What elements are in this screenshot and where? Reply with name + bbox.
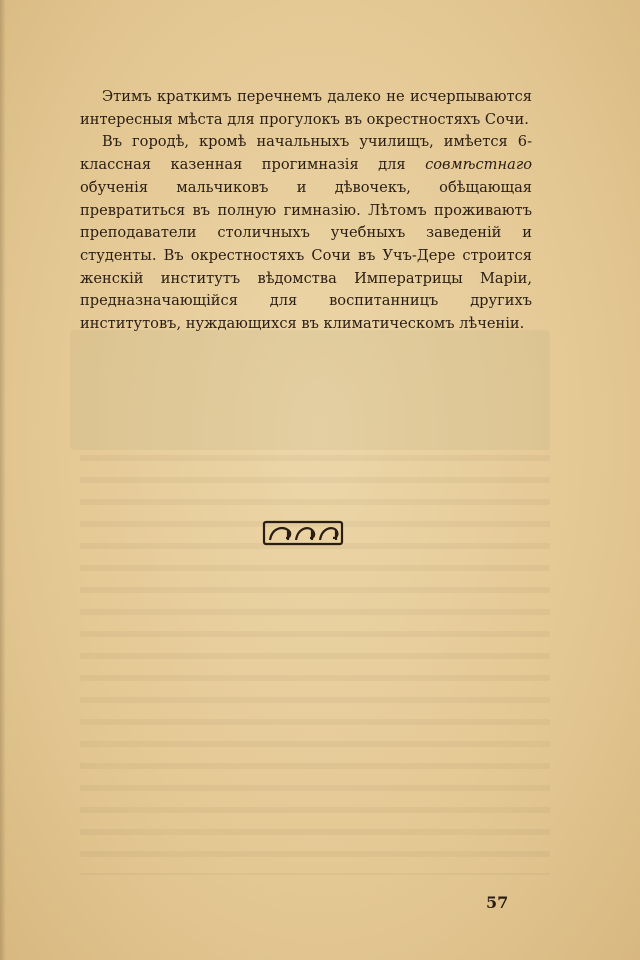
main-text [80,86,532,336]
bleed-through-text [80,455,550,875]
paragraph-2-italic-word: совмѣстнаго [425,156,532,174]
page-number: 57 [486,893,509,912]
paragraph-2-text-start: Въ городѣ, кромѣ начальныхъ училищъ, имѣется 6-классная казенная прогимназія для [80,133,532,174]
page-edge-shadow [0,0,6,960]
paragraph-2-text-end: обученія мальчиковъ и дѣвочекъ, обѣщающая превратиться въ полную гимназію. Лѣтомъ проживаютъ преподаватели столичныхъ учебныхъ заведеній и студенты. Въ окрестностяхъ Сочи въ Учъ-Дере строится женскій институтъ вѣдомства Императрицы Маріи, предназначающійся для воспитанницъ другихъ институтовъ, нуждающихся въ климатическомъ лѣченіи. [80,178,532,333]
bleed-through-block [70,330,550,450]
paragraph-1-text: Этимъ краткимъ перечнемъ далеко не исчерпываются интересныя мѣста для прогулокъ въ окрестностяхъ Сочи. [80,88,532,128]
paragraph-1 [80,86,532,131]
paragraph-2 [80,131,532,335]
ornament-icon [262,520,344,546]
